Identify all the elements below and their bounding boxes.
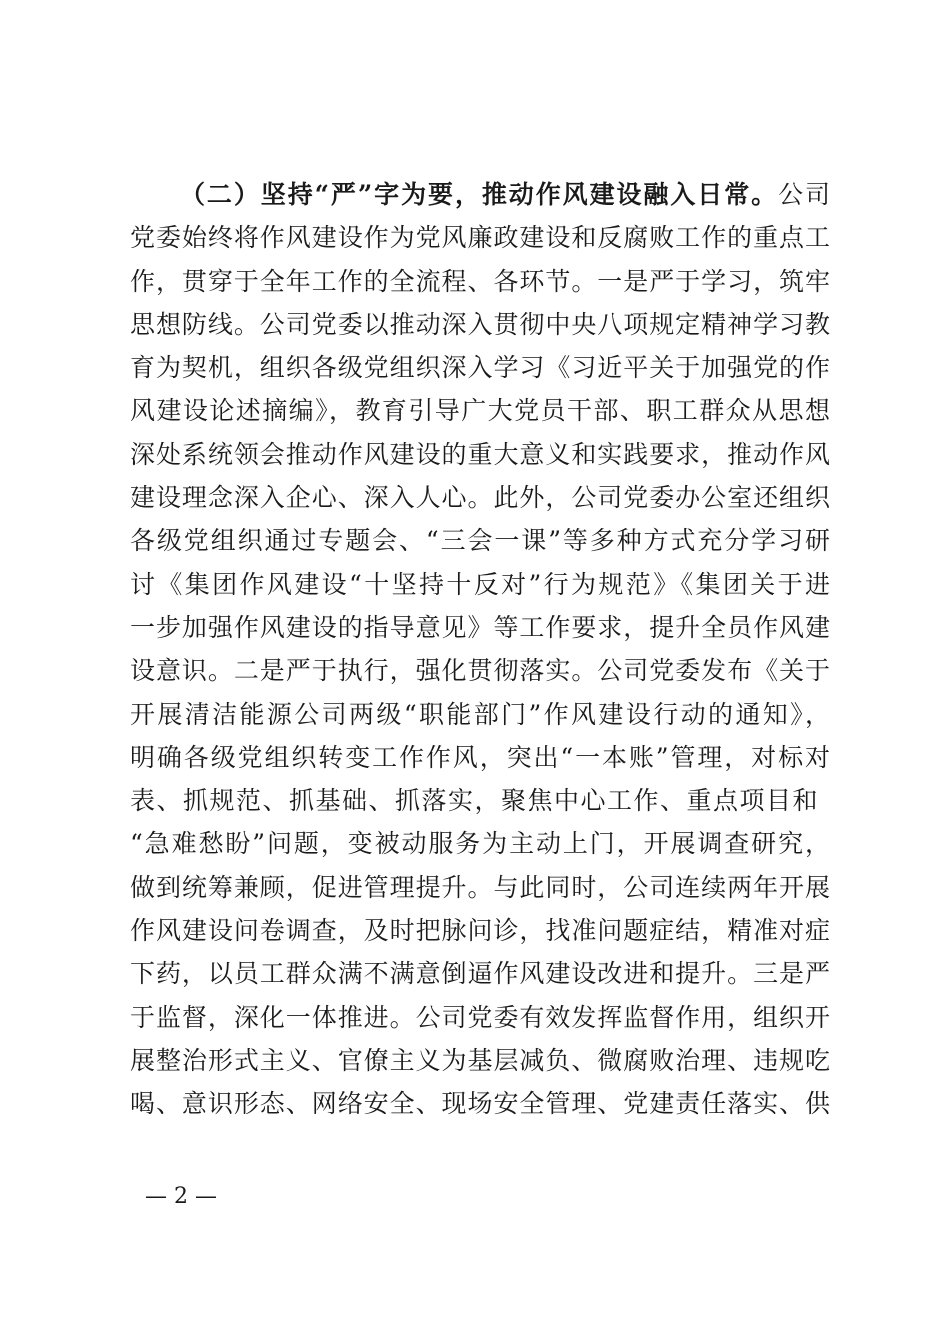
paragraph-line-13: 开展清洁能源公司两级“职能部门”作风建设行动的通知》，: [130, 699, 830, 729]
page-number: — 2 —: [145, 1184, 217, 1209]
body-text: [130, 173, 830, 1126]
heading-continuation: 公司: [778, 180, 830, 209]
paragraph-line-1: [130, 173, 830, 216]
paragraph-line-10: 讨《集团作风建设“十坚持十反对”行为规范》《集团关于进: [130, 569, 830, 599]
paragraph-line-20: 于监督，深化一体推进。公司党委有效发挥监督作用，组织开: [130, 1002, 830, 1032]
paragraph-line-12: 设意识。二是严于执行，强化贯彻落实。公司党委发布《关于: [130, 656, 830, 686]
paragraph-line-16: “急难愁盼”问题，变被动服务为主动上门，开展调查研究，: [130, 829, 830, 859]
paragraph-line-3: 作，贯穿于全年工作的全流程、各环节。一是严于学习，筑牢: [130, 266, 830, 296]
paragraph-line-21: 展整治形式主义、官僚主义为基层减负、微腐败治理、违规吃: [130, 1045, 830, 1075]
paragraph-line-18: 作风建设问卷调查，及时把脉问诊，找准问题症结，精准对症: [130, 916, 830, 946]
paragraph-line-6: 风建设论述摘编》，教育引导广大党员干部、职工群众从思想: [130, 396, 830, 426]
paragraph-line-15: 表、抓规范、抓基础、抓落实，聚焦中心工作、重点项目和: [130, 786, 820, 816]
paragraph-line-9: 各级党组织通过专题会、“三会一课”等多种方式充分学习研: [130, 526, 830, 556]
paragraph-line-4: 思想防线。公司党委以推动深入贯彻中央八项规定精神学习教: [130, 309, 830, 339]
paragraph-line-7: 深处系统领会推动作风建设的重大意义和实践要求，推动作风: [130, 439, 830, 469]
paragraph-line-17: 做到统筹兼顾，促进管理提升。与此同时，公司连续两年开展: [130, 872, 830, 902]
paragraph-line-8: 建设理念深入企心、深入人心。此外，公司党委办公室还组织: [130, 483, 830, 513]
section-heading: （二）坚持“严”字为要，推动作风建设融入日常。: [180, 180, 779, 209]
paragraph-line-5: 育为契机，组织各级党组织深入学习《习近平关于加强党的作: [130, 353, 830, 383]
paragraph-line-11: 一步加强作风建设的指导意见》等工作要求，提升全员作风建: [130, 612, 830, 642]
paragraph-line-14: 明确各级党组织转变工作作风，突出“一本账”管理，对标对: [130, 742, 830, 772]
paragraph-line-19: 下药，以员工群众满不满意倒逼作风建设改进和提升。三是严: [130, 959, 830, 989]
paragraph-line-2: 党委始终将作风建设作为党风廉政建设和反腐败工作的重点工: [130, 223, 830, 253]
paragraph-line-22: 喝、意识形态、网络安全、现场安全管理、党建责任落实、供: [130, 1089, 830, 1119]
